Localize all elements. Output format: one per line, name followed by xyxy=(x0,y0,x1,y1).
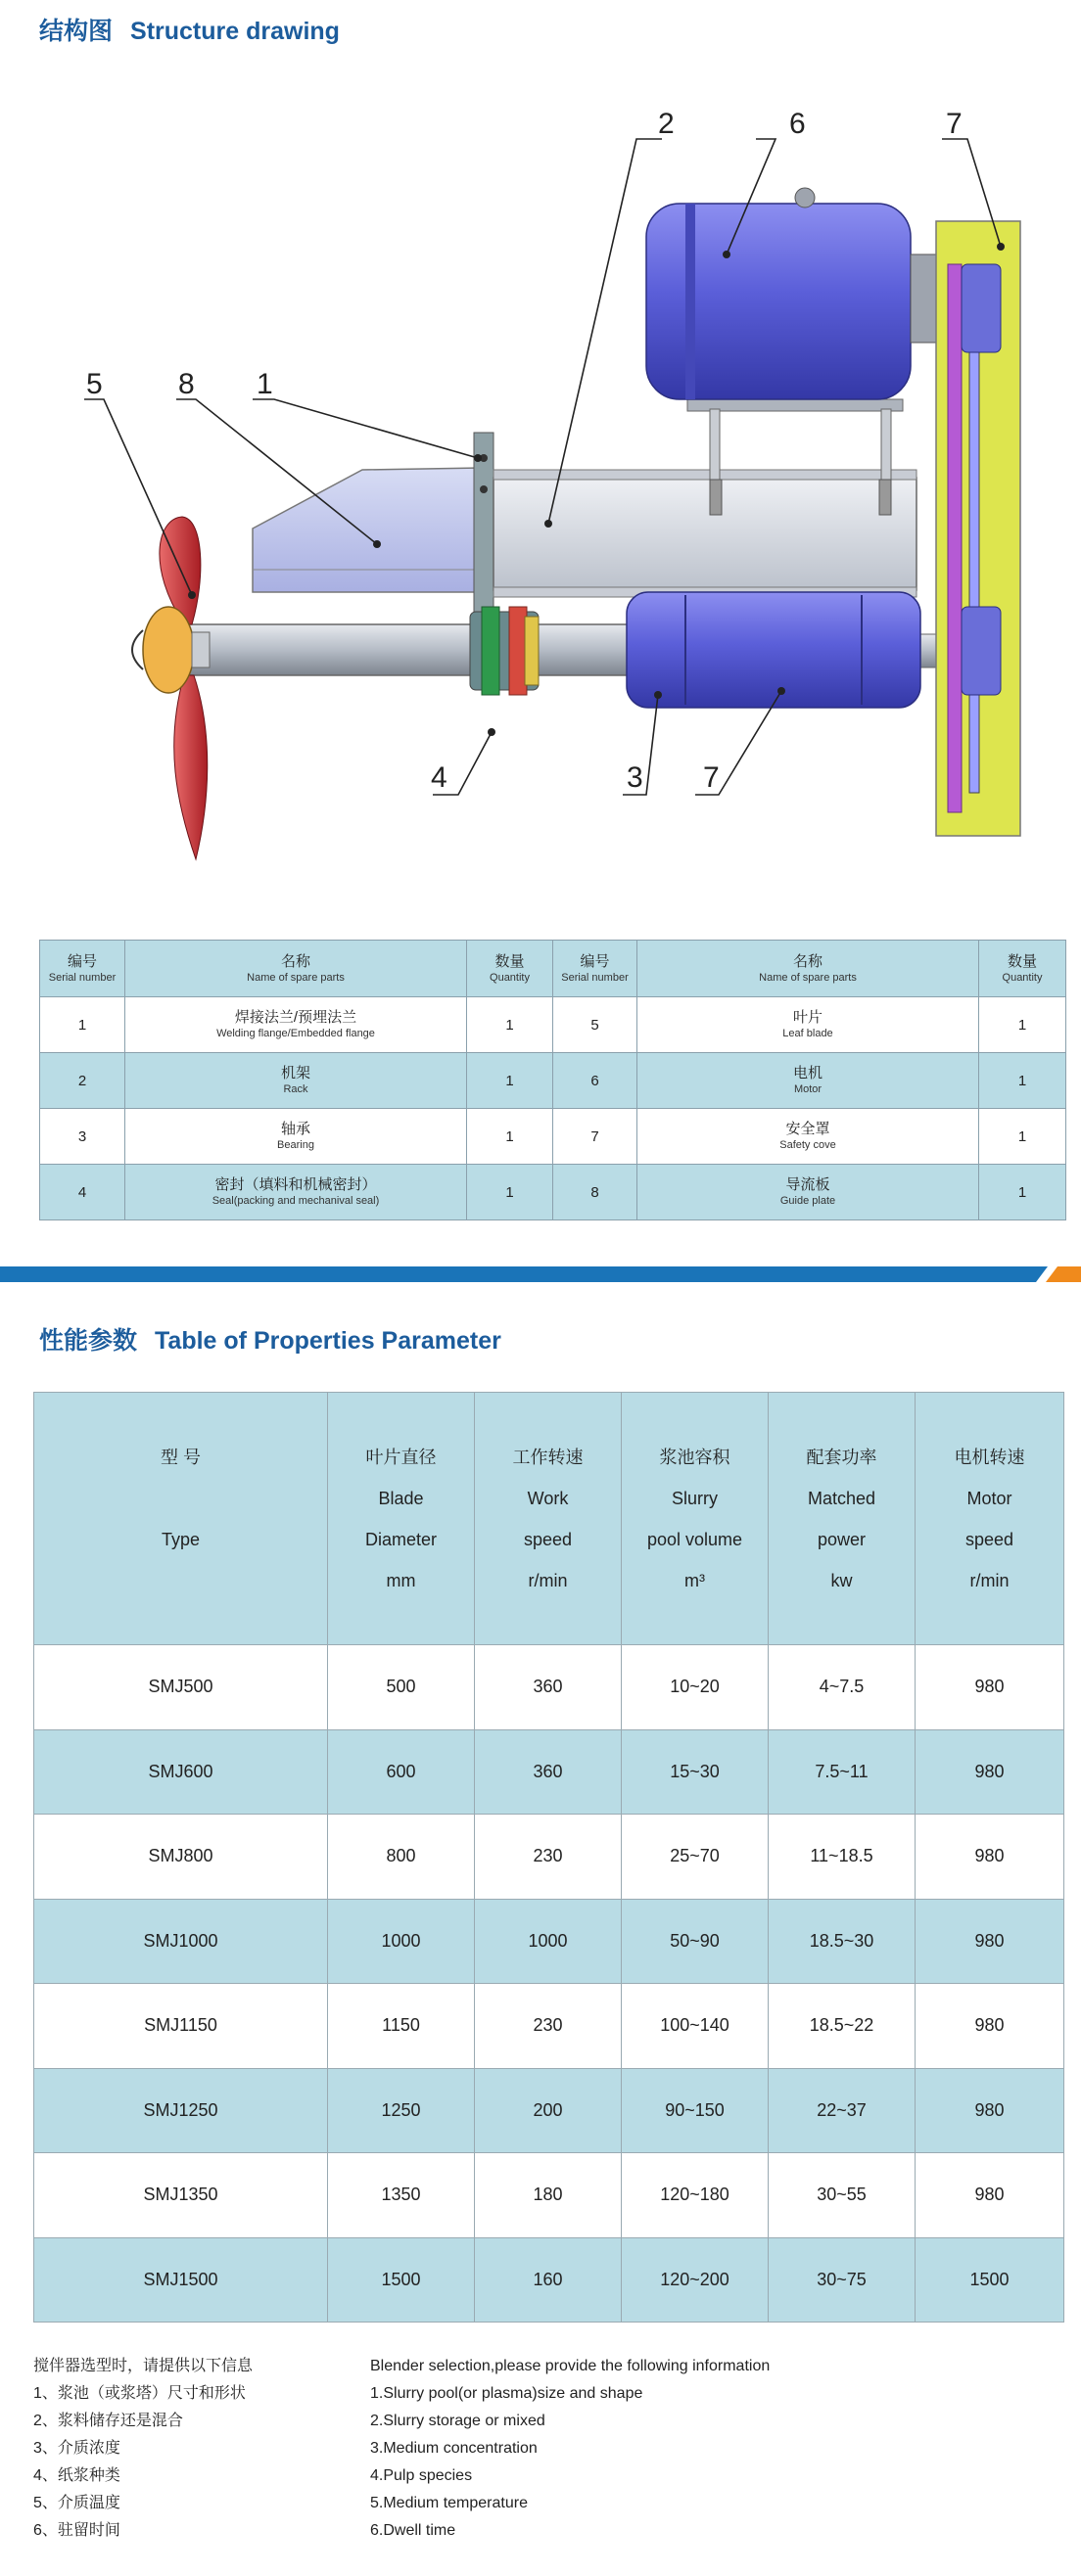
list-item: 3.Medium concentration xyxy=(370,2440,538,2457)
table-row: 2 机架 Rack 1 6 电机 Motor 1 xyxy=(40,1053,1066,1109)
guide-plate xyxy=(253,468,482,592)
parts-table xyxy=(39,940,1066,1220)
table-row: SMJ800 800 230 25~70 11~18.5 980 xyxy=(34,1815,1064,1900)
properties-table xyxy=(33,1392,1064,2323)
table-row: 1 焊接法兰/预埋法兰 Welding flange/Embedded flange 1 5 叶片 Leaf blade 1 xyxy=(40,997,1066,1053)
list-item: 6.Dwell time xyxy=(370,2522,456,2539)
header-work-speed: 工作转速 Work speed r/min xyxy=(475,1393,622,1645)
header-serial: 编号 Serial number xyxy=(40,941,125,997)
callout-3: 3 xyxy=(627,761,643,794)
upper-pulley xyxy=(962,264,1001,352)
header-type: 型 号 Type xyxy=(34,1393,328,1645)
list-item: 4、纸浆种类 xyxy=(33,2467,120,2484)
list-item: 6、驻留时间 xyxy=(33,2522,120,2539)
table-row: SMJ600 600 360 15~30 7.5~11 980 xyxy=(34,1729,1064,1815)
properties-title-en: Table of Properties Parameter xyxy=(155,1327,501,1355)
properties-title xyxy=(39,1321,501,1357)
properties-header-row xyxy=(34,1393,1064,1645)
list-item: 3、介质浓度 xyxy=(33,2440,120,2457)
structure-title-cn: 结构图 xyxy=(39,18,114,45)
table-row: SMJ1500 1500 160 120~200 30~75 1500 xyxy=(34,2237,1064,2323)
header-motor-speed: 电机转速 Motor speed r/min xyxy=(916,1393,1064,1645)
structure-title-en: Structure drawing xyxy=(130,18,340,45)
list-item: 2、浆料储存还是混合 xyxy=(33,2413,183,2429)
callout-6: 6 xyxy=(789,108,806,140)
callout-7-top: 7 xyxy=(946,108,963,140)
list-item: 1、浆池（或浆塔）尺寸和形状 xyxy=(33,2385,246,2402)
list-item: 4.Pulp species xyxy=(370,2467,473,2484)
table-row: 4 密封（填料和机械密封） Seal(packing and mechanival seal) 1 8 导流板 Guide plate 1 xyxy=(40,1165,1066,1220)
header-blade-diameter: 叶片直径 Blade Diameter mm xyxy=(328,1393,475,1645)
main-shaft xyxy=(147,624,646,675)
section-divider xyxy=(0,1266,1081,1282)
table-row: SMJ1350 1350 180 120~180 30~55 980 xyxy=(34,2153,1064,2238)
table-row: SMJ500 500 360 10~20 4~7.5 980 xyxy=(34,1645,1064,1730)
header-slurry-pool-volume: 浆池容积 Slurry pool volume m³ xyxy=(622,1393,769,1645)
callout-2: 2 xyxy=(658,108,675,140)
header-name-2: 名称 Name of spare parts xyxy=(637,941,979,997)
rack xyxy=(494,478,916,590)
callout-8: 8 xyxy=(178,368,195,400)
list-item: 1.Slurry pool(or plasma)size and shape xyxy=(370,2385,643,2402)
selection-notes-cn xyxy=(33,2353,253,2545)
list-item: 5.Medium temperature xyxy=(370,2495,528,2511)
list-item: 2.Slurry storage or mixed xyxy=(370,2413,545,2429)
table-row: 3 轴承 Bearing 1 7 安全罩 Safety cove 1 xyxy=(40,1109,1066,1165)
table-row: SMJ1000 1000 1000 50~90 18.5~30 980 xyxy=(34,1899,1064,1984)
header-name: 名称 Name of spare parts xyxy=(125,941,467,997)
callout-4: 4 xyxy=(431,761,447,794)
parts-header-row xyxy=(40,941,1066,997)
table-row: SMJ1250 1250 200 90~150 22~37 980 xyxy=(34,2068,1064,2153)
lower-pulley xyxy=(962,607,1001,695)
header-matched-power: 配套功率 Matched power kw xyxy=(769,1393,916,1645)
header-quantity-2: 数量 Quantity xyxy=(979,941,1066,997)
properties-title-cn: 性能参数 xyxy=(39,1327,138,1355)
callout-5: 5 xyxy=(86,368,103,400)
callout-7-bottom: 7 xyxy=(703,761,720,794)
selection-notes-en xyxy=(370,2353,770,2545)
list-item: 5、介质温度 xyxy=(33,2495,120,2511)
structure-drawing xyxy=(0,59,1081,900)
lower-blade xyxy=(174,675,208,859)
bearing-unit xyxy=(627,592,920,708)
callout-1: 1 xyxy=(257,368,273,400)
list-item: 搅伴器选型时，请提供以下信息 xyxy=(33,2358,254,2374)
list-item: Blender selection,please provide the following information xyxy=(370,2358,771,2374)
table-row: SMJ1150 1150 230 100~140 18.5~22 980 xyxy=(34,1984,1064,2069)
structure-title xyxy=(39,12,340,47)
propeller-hub xyxy=(143,607,194,693)
header-serial-2: 编号 Serial number xyxy=(553,941,637,997)
header-quantity: 数量 Quantity xyxy=(467,941,553,997)
